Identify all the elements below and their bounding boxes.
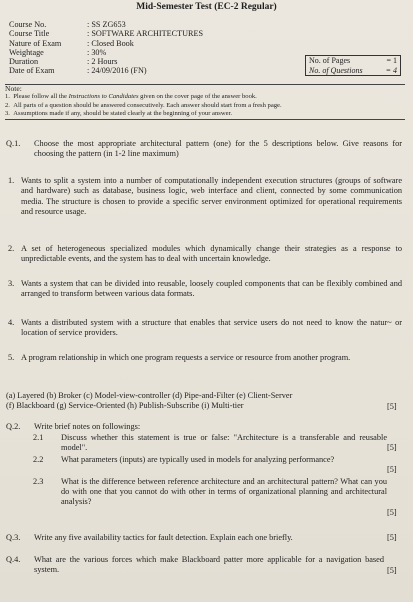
- question-number: Q.3.: [6, 533, 21, 542]
- note-section: [5, 84, 405, 120]
- detail-value: : 24/09/2016 (FN): [87, 66, 147, 76]
- part-text: What parameters (inputs) are typically used in models for analyzing performance?: [61, 455, 335, 464]
- part-number: 2.2: [33, 455, 44, 464]
- question-text: Choose the most appropriate architectural pattern (one) for the 5 descriptions below. Give reasons for choosing the pattern (in 1-2 line maximum): [34, 139, 402, 159]
- part-number: 2.1: [33, 433, 44, 442]
- detail-value: : Closed Book: [87, 38, 134, 48]
- item-number: 5.: [8, 353, 15, 362]
- detail-key: Course Title: [9, 29, 50, 39]
- pages-questions-box: [305, 55, 401, 76]
- question-text: Write brief notes on followings:: [34, 422, 141, 431]
- detail-value: : 2 Hours: [87, 57, 118, 67]
- detail-key: Duration: [9, 57, 39, 67]
- detail-row: [9, 57, 287, 66]
- options-line: (a) Layered (b) Broker (c) Model-view-controller (d) Pipe-and-Filter (e) Client-Server: [6, 391, 293, 400]
- marks: [5]: [387, 566, 397, 575]
- part-number: 2.3: [33, 477, 44, 486]
- item-number: 2.: [8, 244, 15, 253]
- note-item: 1. Please follow all the Instructions to Candidates given on the cover page of the answer book.: [5, 93, 257, 101]
- item-text: A set of heterogeneous specialized modules which dynamically change their strategies as a response to unpredictable events, and the system has to deal with uncertain knowledge.: [21, 244, 402, 264]
- item-text: A program relationship in which one program requests a service or resource from another program.: [21, 353, 351, 362]
- detail-row: [9, 66, 287, 75]
- detail-row: [9, 29, 287, 38]
- exam-title: Mid-Semester Test (EC-2 Regular): [136, 2, 277, 12]
- marks: [5]: [387, 508, 397, 517]
- detail-row: [9, 20, 287, 29]
- marks: [5]: [387, 465, 397, 474]
- detail-value: : SOFTWARE ARCHITECTURES: [87, 29, 203, 39]
- exam-details: [9, 20, 287, 76]
- part-text: Discuss whether this statement is true or false: "Architecture is a transferable and reusable model".: [61, 433, 387, 452]
- item-text: Wants a distributed system with a structure that enables that service users do not need to know the natur~ or location of service providers.: [21, 318, 402, 338]
- detail-key: Course No.: [9, 20, 47, 29]
- detail-row: [9, 39, 287, 48]
- question-text: What are the various forces which make Blackboard patter more applicable for a navigation based system.: [34, 555, 384, 575]
- item-number: 1.: [8, 176, 15, 185]
- pages-value: = 1: [386, 56, 397, 65]
- detail-key: Date of Exam: [9, 66, 55, 76]
- detail-key: Nature of Exam: [9, 38, 62, 48]
- options-line: (f) Blackboard (g) Service-Oriented (h) Publish-Subscribe (i) Multi-tier: [6, 401, 244, 411]
- question-number: Q.2.: [6, 422, 21, 431]
- note-item: 2. All parts of a question should be answered consecutively. Each answer should start from a fresh page.: [5, 101, 282, 109]
- question-number: Q.4.: [6, 555, 21, 564]
- item-text: Wants a system that can be divided into reusable, loosely coupled components that can be flexibly combined and arranged to transform between various data formats.: [21, 279, 402, 299]
- detail-key: Weightage: [9, 47, 44, 57]
- marks: [5]: [387, 533, 397, 542]
- marks: [5]: [387, 402, 397, 411]
- questions-label: No. of Questions: [309, 65, 363, 75]
- pattern-options: [6, 391, 408, 412]
- question-number: Q.1.: [6, 139, 21, 148]
- item-number: 4.: [8, 318, 15, 327]
- detail-row: [9, 48, 287, 57]
- question-text: Write any five availability tactics for fault detection. Explain each one briefly.: [34, 533, 293, 542]
- questions-value: = 4: [385, 65, 397, 75]
- marks: [5]: [387, 443, 397, 452]
- item-text: Wants to split a system into a number of computationally independent execution structures (groups of software and hardware) such as database, business logic, web interface and client, connected by some communication media. The structure is chosen to provide a specific server environment optimized for operational requirements and resource usage.: [21, 176, 402, 216]
- note-item: 3. Assumptions made if any, should be stated clearly at the beginning of your answer.: [5, 110, 405, 119]
- detail-value: : 30%: [87, 47, 107, 57]
- pages-label: No. of Pages: [309, 56, 351, 65]
- detail-value: : SS ZG653: [87, 20, 126, 29]
- note-label: Note:: [5, 84, 405, 93]
- item-number: 3.: [8, 279, 15, 288]
- part-text: What is the difference between reference architecture and an architectural pattern? What can you do with one that you cannot do with other in terms of organizational planning and architectural analysis?: [61, 477, 387, 506]
